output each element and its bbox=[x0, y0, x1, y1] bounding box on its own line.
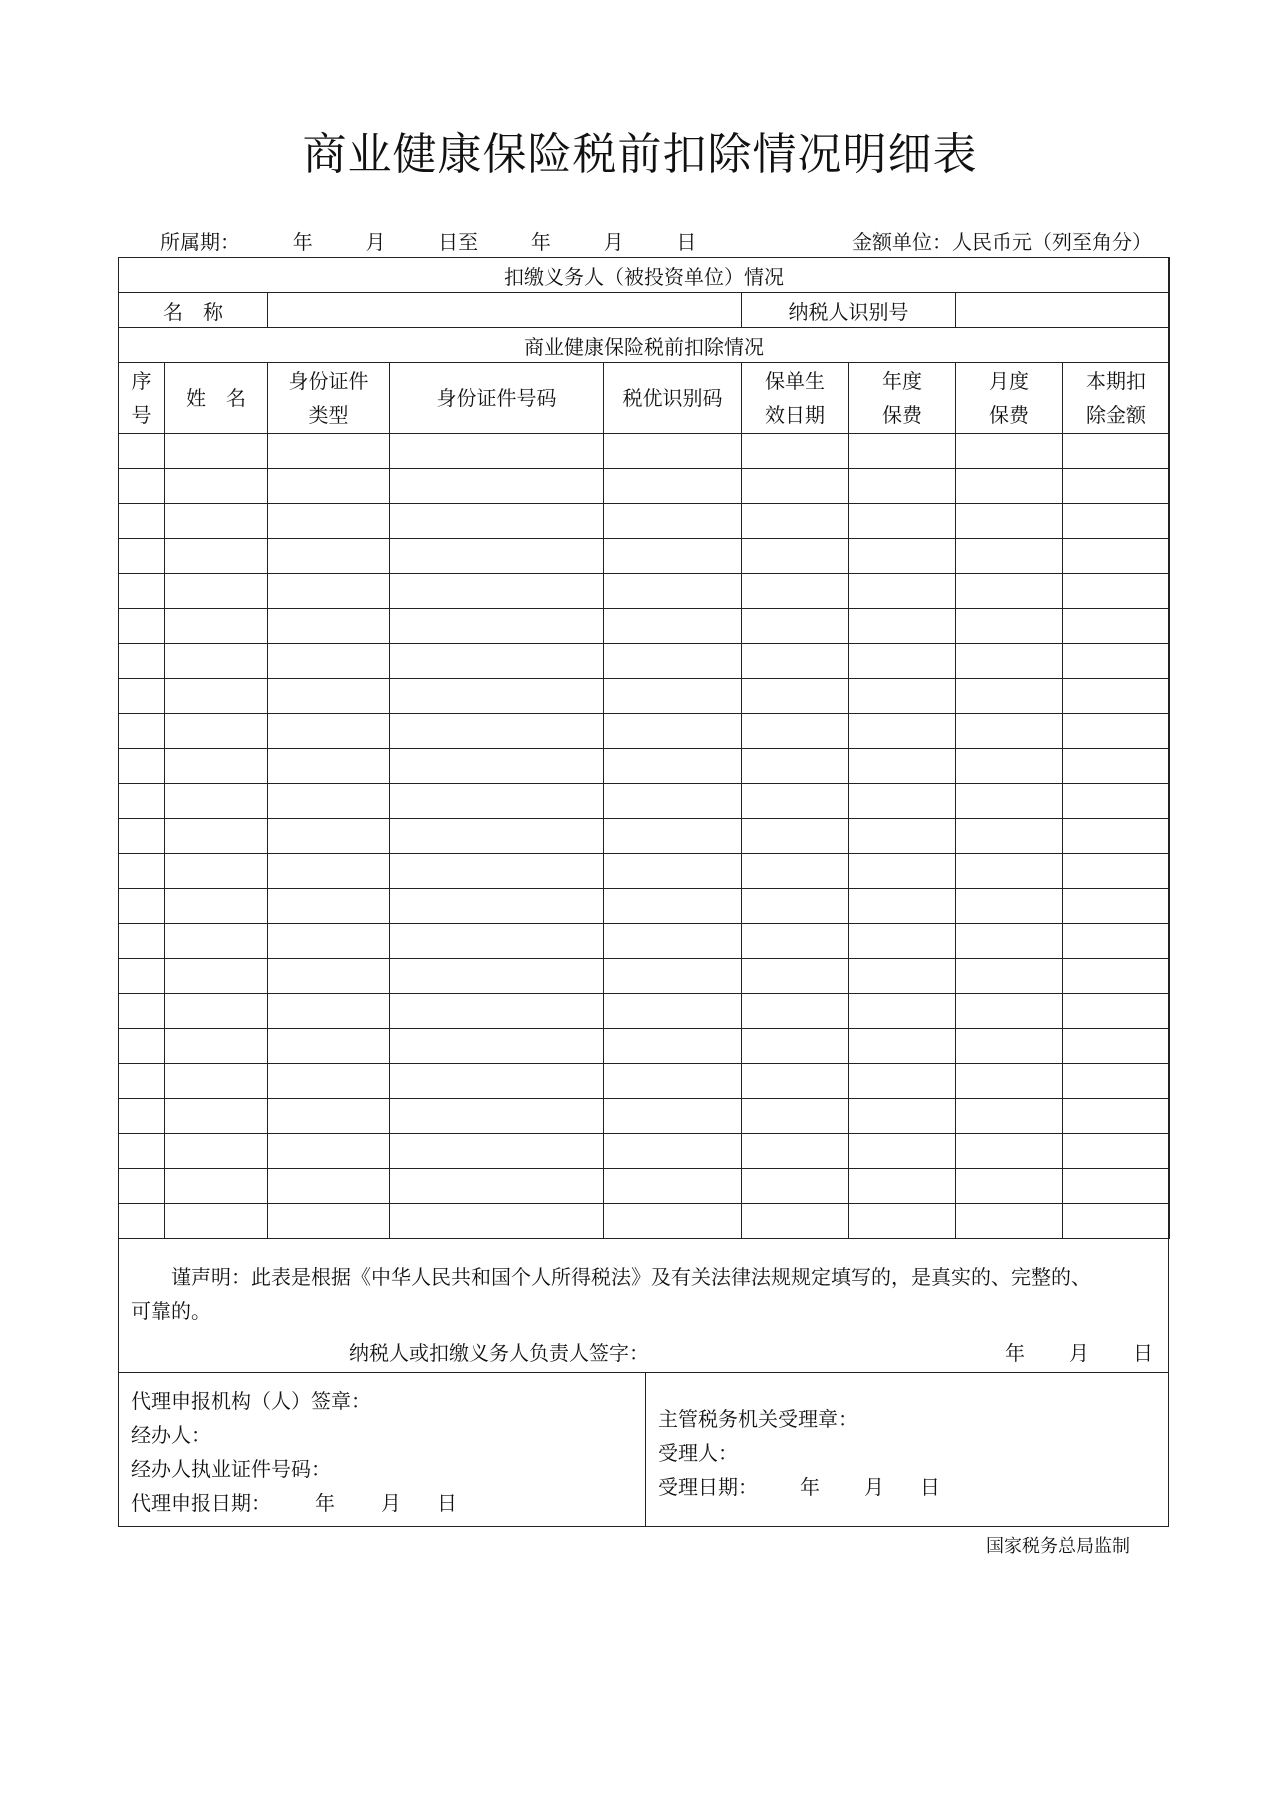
agent-box bbox=[119, 1373, 646, 1526]
declaration-date-day: 日 bbox=[1133, 1341, 1153, 1365]
declaration-text-line2: 可靠的。 bbox=[131, 1299, 211, 1323]
name-label: 名 称 bbox=[119, 293, 268, 328]
form-title: 商业健康保险税前扣除情况明细表 bbox=[302, 129, 978, 180]
authority-date-month: 月 bbox=[864, 1475, 884, 1499]
column-header-text: 本期扣 bbox=[1086, 369, 1147, 393]
issuer-footer: 国家税务总局监制 bbox=[986, 1536, 1130, 1557]
agent-handler-label: 经办人： bbox=[131, 1423, 211, 1447]
column-header-text: 序 bbox=[131, 369, 152, 393]
column-header-text: 月度 bbox=[989, 369, 1029, 393]
column-header-text: 身份证件号码 bbox=[436, 386, 557, 410]
authority-date-day: 日 bbox=[920, 1475, 940, 1499]
withholder-section-header: 扣缴义务人（被投资单位）情况 bbox=[119, 258, 1170, 293]
column-header-text: 保费 bbox=[989, 403, 1029, 427]
agent-date-label: 代理申报日期： bbox=[131, 1491, 271, 1515]
signature-section bbox=[118, 1372, 1169, 1527]
column-header-text: 效日期 bbox=[765, 403, 825, 427]
signature-label: 纳税人或扣缴义务人负责人签字： bbox=[349, 1341, 649, 1365]
column-header-text: 保费 bbox=[882, 403, 922, 427]
column-header-text: 号 bbox=[131, 403, 152, 427]
details-section-header: 商业健康保险税前扣除情况 bbox=[119, 328, 1170, 363]
column-header-text: 姓 名 bbox=[186, 386, 246, 410]
declaration-text-line1: 谨声明：此表是根据《中华人民共和国个人所得税法》及有关法律法规规定填写的，是真实的、完整的、 bbox=[171, 1265, 1091, 1289]
period-month-end: 月 bbox=[603, 230, 624, 254]
authority-date-label: 受理日期： bbox=[658, 1475, 758, 1499]
agent-seal-label: 代理申报机构（人）签章： bbox=[131, 1389, 371, 1413]
period-day-to: 日至 bbox=[438, 230, 479, 254]
agent-handler-cert-label: 经办人执业证件号码： bbox=[131, 1457, 331, 1481]
period-line bbox=[160, 227, 696, 257]
column-header-text: 年度 bbox=[882, 369, 922, 393]
column-header-text: 除金额 bbox=[1086, 403, 1147, 427]
declaration-date-month: 月 bbox=[1069, 1341, 1089, 1365]
amount-unit: 金额单位：人民币元（列至角分） bbox=[852, 230, 1152, 254]
agent-date-month: 月 bbox=[381, 1491, 401, 1515]
taxpayer-id-label: 纳税人识别号 bbox=[742, 293, 956, 328]
period-label: 所属期： bbox=[160, 230, 240, 254]
declaration-date-year: 年 bbox=[1005, 1341, 1025, 1365]
column-header-text: 保单生 bbox=[765, 369, 825, 393]
period-year-start: 年 bbox=[292, 230, 313, 254]
column-header-text: 身份证件 bbox=[288, 369, 369, 393]
column-header-text: 类型 bbox=[308, 403, 349, 427]
authority-date-year: 年 bbox=[800, 1475, 820, 1499]
tax-authority-box bbox=[646, 1373, 1168, 1526]
agent-date-year: 年 bbox=[315, 1491, 335, 1515]
agent-date-day: 日 bbox=[437, 1491, 457, 1515]
period-month-start: 月 bbox=[365, 230, 386, 254]
declaration-box bbox=[118, 1237, 1169, 1373]
authority-receiver-label: 受理人： bbox=[658, 1441, 738, 1465]
period-year-end: 年 bbox=[530, 230, 551, 254]
authority-seal-label: 主管税务机关受理章： bbox=[658, 1407, 858, 1431]
column-header-text: 税优识别码 bbox=[622, 386, 723, 410]
period-day-end: 日 bbox=[676, 230, 697, 254]
